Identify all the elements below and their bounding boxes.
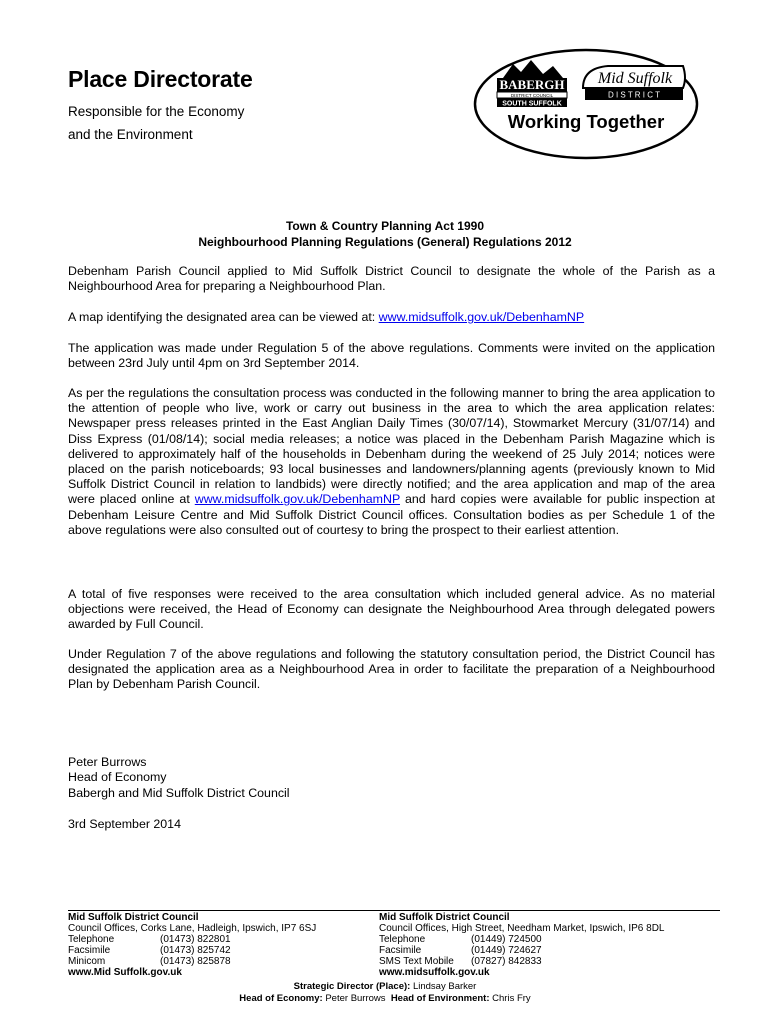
- footer-right-address: [379, 912, 665, 978]
- consultation-text-end: and hard copies were available for public inspection at Debenham Leisure Centre and Mid Suffolk District Council offices. Consultation bodies as per Schedule 1 of the above regulations were also consulted out of courtesy to bring the prospect to their earliest attention.: [68, 492, 715, 537]
- consultation-text: As per the regulations the consultation process was conducted in the following manner to bring the area application to the attention of people who live, work or carry out business in the area to which the area application relates: Newspaper press releases printed in the East Anglian Daily Times (30/07/14), Stowmarket Mercury (31/07/14) and Diss Express (01/08/14); social media releases; a notice was placed in the Debenham Parish Magazine which is delivered to approximately half of the households in Debenham during the weekend of 25 July 2014; notices were placed on the parish noticeboards; 93 local businesses and landowners/planning agents (previously known to Mid Suffolk District Council in relation to landbids) were directly notified; and the area application and map of the area were placed online at: [68, 386, 715, 507]
- footer-right-website[interactable]: www.midsuffolk.gov.uk: [379, 967, 490, 978]
- debenham-np-link[interactable]: www.midsuffolk.gov.uk/DebenhamNP: [378, 310, 585, 324]
- logo-tagline: Working Together: [507, 111, 665, 132]
- debenham-np-link-2[interactable]: www.midsuffolk.gov.uk/DebenhamNP: [194, 492, 400, 507]
- header-subtitle-line2: and the Environment: [68, 127, 193, 142]
- footer-right-facsimile: Facsimile (01449) 724627: [379, 945, 542, 956]
- footer-left-website[interactable]: www.Mid Suffolk.gov.uk: [68, 967, 182, 978]
- paragraph-regulation5: The application was made under Regulation 5 of the above regulations. Comments were invited on the application between 23rd July until 4pm on 3rd September 2014.: [68, 341, 715, 371]
- paragraph-regulation7: Under Regulation 7 of the above regulations and following the statutory consultation period, the District Council has designated the application area as a Neighbourhood Area in order to facilitate the preparation of a Neighbourhood Plan by Debenham Parish Council.: [68, 647, 715, 692]
- paragraph-map: [68, 310, 715, 325]
- heading-act: Town & Country Planning Act 1990: [285, 219, 485, 233]
- footer-left-council: Mid Suffolk District Council: [68, 912, 199, 923]
- map-text: A map identifying the designated area can be viewed at:: [68, 310, 379, 324]
- paragraph-consultation: [68, 386, 715, 538]
- footer-left-minicom: Minicom (01473) 825878: [68, 956, 231, 967]
- footer-right-address-line: Council Offices, High Street, Needham Market, Ipswich, IP6 8DL: [379, 923, 665, 934]
- babergh-small-text: DISTRICT COUNCIL: [510, 93, 554, 98]
- footer-director: Strategic Director (Place): Lindsay Barker: [293, 981, 477, 992]
- south-suffolk-text: SOUTH SUFFOLK: [502, 100, 562, 108]
- footer-heads: Head of Economy: Peter Burrows Head of Environment: Chris Fry: [239, 993, 531, 1004]
- footer-left-address: [68, 912, 316, 978]
- signature-date: 3rd September 2014: [68, 817, 181, 831]
- footer-left-facsimile: Facsimile (01473) 825742: [68, 945, 231, 956]
- signature-org: Babergh and Mid Suffolk District Council: [68, 786, 290, 800]
- mid-suffolk-text: Mid Suffolk: [597, 70, 673, 87]
- footer-right-council: Mid Suffolk District Council: [379, 912, 510, 923]
- footer-divider: [68, 910, 720, 911]
- footer-left-telephone: Telephone (01473) 822801: [68, 934, 231, 945]
- paragraph-responses: A total of five responses were received to the area consultation which included general advice. As no material objections were received, the Head of Economy can designate the Neighbourhood Area through delegated powers awarded by Full Council.: [68, 587, 715, 632]
- district-text: D I S T R I C T: [607, 90, 661, 100]
- footer-right-sms: SMS Text Mobile (07827) 842833: [379, 956, 542, 967]
- signature-role: Head of Economy: [68, 770, 167, 784]
- footer-left-address-line: Council Offices, Corks Lane, Hadleigh, Ipswich, IP7 6SJ: [68, 923, 317, 934]
- heading-regulations: Neighbourhood Planning Regulations (General) Regulations 2012: [198, 235, 572, 249]
- mid-suffolk-emblem: [583, 66, 685, 100]
- paragraph-application: Debenham Parish Council applied to Mid Suffolk District Council to designate the whole of the Parish as a Neighbourhood Area for preparing a Neighbourhood Plan.: [68, 264, 715, 294]
- page-title: Place Directorate: [68, 66, 253, 92]
- footer-right-telephone: Telephone (01449) 724500: [379, 934, 542, 945]
- babergh-text: BABERGH: [499, 77, 565, 92]
- signature-name: Peter Burrows: [68, 755, 147, 769]
- header-subtitle-line1: Responsible for the Economy: [68, 104, 245, 119]
- working-together-logo: [473, 48, 699, 160]
